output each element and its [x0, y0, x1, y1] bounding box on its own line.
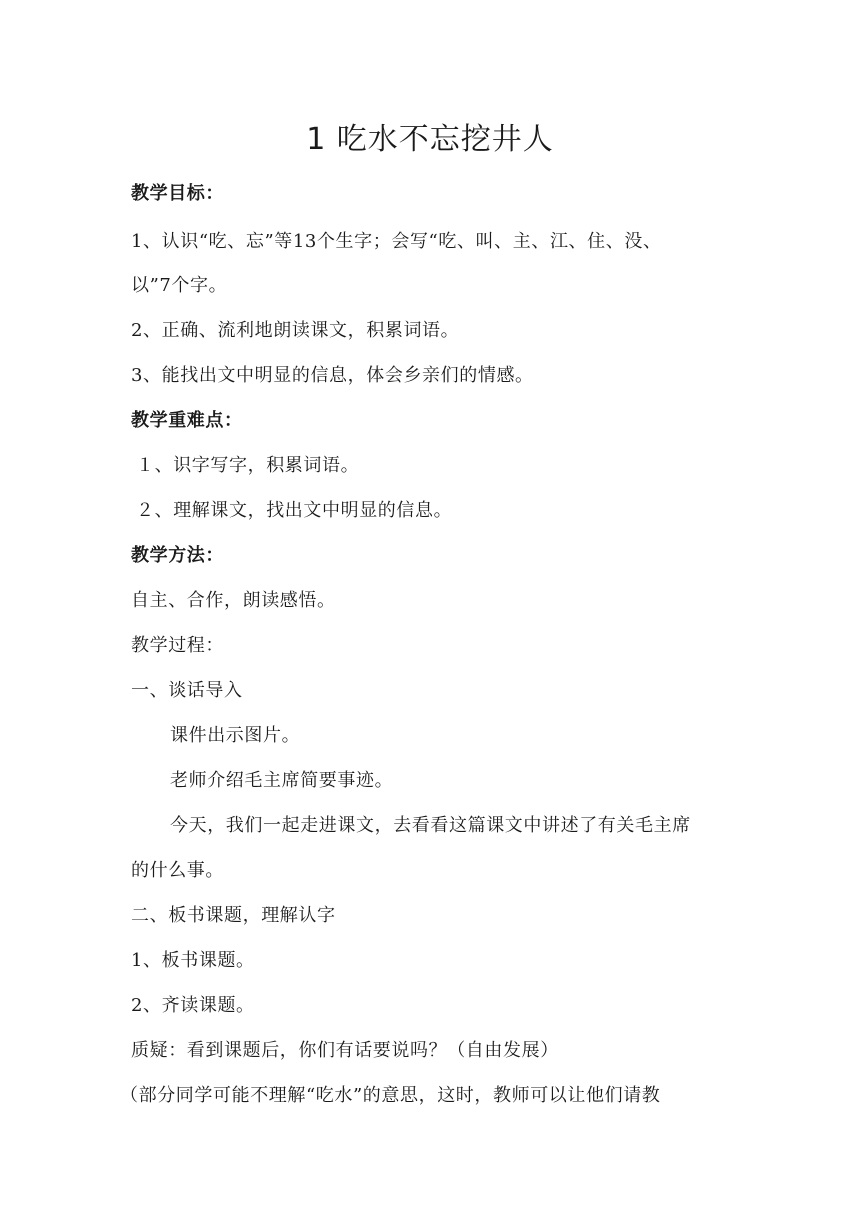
section-1-step-2: 老师介绍毛主席简要事迹。: [170, 770, 394, 791]
goal-line-2: 2、正确、流利地朗读课文，积累词语。: [131, 320, 460, 341]
section-2-step-2: 2、齐读课题。: [131, 995, 255, 1016]
heading-key-difficulties: 教学重难点：: [131, 410, 243, 431]
goal-line-1b: 以”7个字。: [131, 275, 228, 296]
lesson-title: 1 吃水不忘挖井人: [306, 122, 554, 157]
heading-teaching-methods: 教学方法：: [131, 545, 224, 566]
section-1-step-1: 课件出示图片。: [170, 725, 301, 746]
question-line: 质疑：看到课题后，你们有话要说吗？（自由发展）: [131, 1040, 559, 1061]
section-1-step-3a: 今天，我们一起走进课文，去看看这篇课文中讲述了有关毛主席: [170, 815, 691, 836]
goal-line-3: 3、能找出文中明显的信息，体会乡亲们的情感。: [131, 365, 534, 386]
key-point-1: １、识字写字，积累词语。: [136, 455, 360, 476]
methods-text: 自主、合作，朗读感悟。: [131, 590, 336, 611]
heading-teaching-goals: 教学目标：: [131, 183, 224, 204]
section-1-heading: 一、谈话导入: [131, 680, 243, 701]
section-1-step-3b: 的什么事。: [131, 860, 224, 881]
goal-line-1a: 1、认识“吃、忘”等13个生字；会写“吃、叫、主、江、住、没、: [131, 231, 662, 252]
key-point-2: ２、理解课文，找出文中明显的信息。: [136, 500, 453, 521]
section-2-step-1: 1、板书课题。: [131, 950, 255, 971]
note-line: （部分同学可能不理解“吃水”的意思，这时，教师可以让他们请教: [120, 1085, 661, 1106]
heading-teaching-process: 教学过程：: [131, 635, 224, 656]
section-2-heading: 二、板书课题，理解认字: [131, 905, 336, 926]
